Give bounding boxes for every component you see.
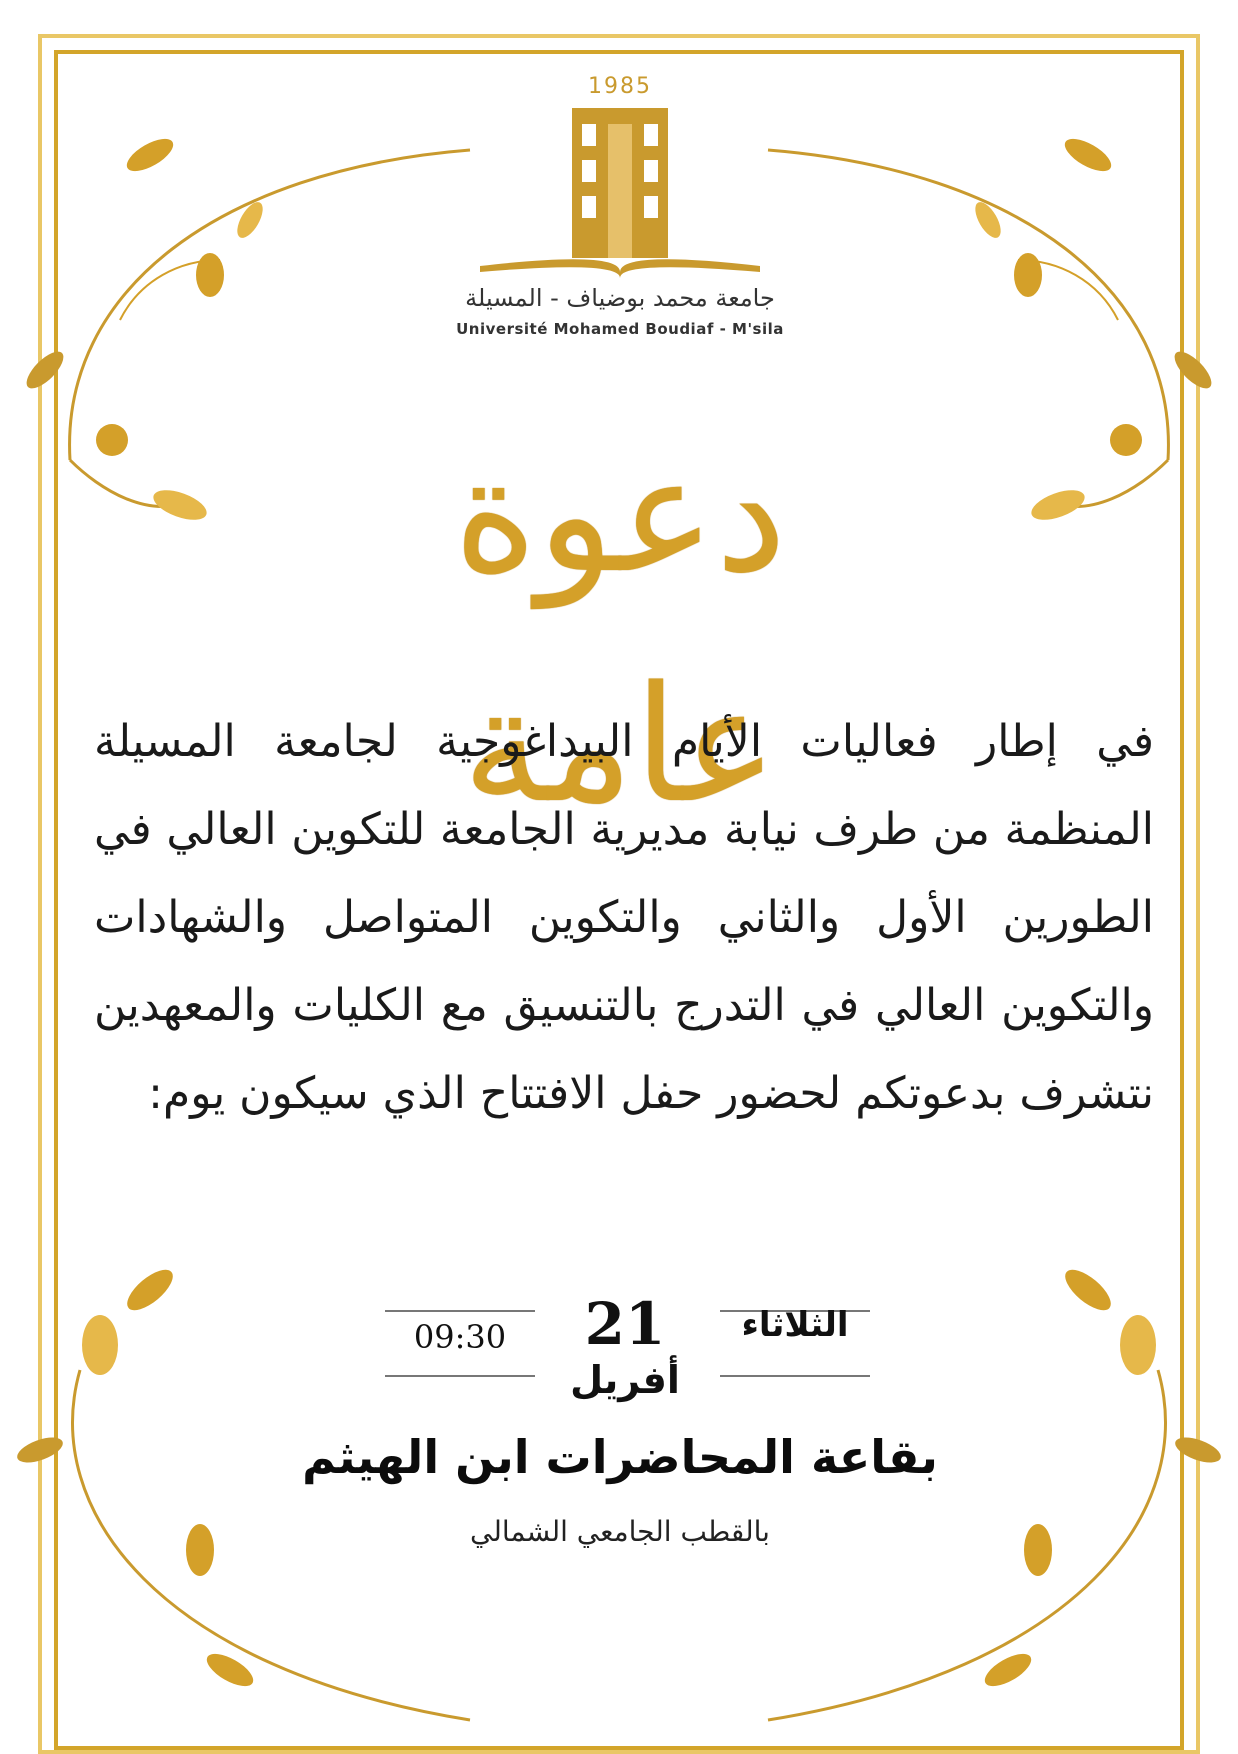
event-time: 09:30 <box>413 1318 507 1356</box>
event-weekday: الثلاثاء <box>741 1305 849 1345</box>
divider-line <box>720 1375 870 1377</box>
venue-campus: بالقطب الجامعي الشمالي <box>470 1515 770 1548</box>
university-building-icon <box>460 100 780 280</box>
event-day: 21 <box>584 1290 666 1358</box>
event-month: أفريل <box>570 1358 680 1402</box>
venue-hall: بقاعة المحاضرات ابن الهيثم <box>302 1430 938 1484</box>
university-logo <box>410 74 830 344</box>
university-name-french: Université Mohamed Boudiaf - M'sila <box>456 320 784 338</box>
divider-line <box>385 1375 535 1377</box>
divider-line <box>385 1310 535 1312</box>
university-name-arabic: جامعة محمد بوضياف - المسيلة <box>465 284 775 312</box>
logo-year: 1985 <box>588 74 652 99</box>
invitation-body: في إطار فعاليات الأيام البيداغوجية لجامعة المسيلة المنظمة من طرف نيابة مديرية الجامعة للتكوين العالي في الطورين الأول والثاني والتكوين المتواصل والشهادات والتكوين العالي في التدرج بالتنسيق مع الكليات والمعهدين نتشرف بدعوتكم لحضور حفل الافتتاح الذي سيكون يوم: <box>94 716 1154 1119</box>
invitation-title: دعوة عامة <box>453 421 787 838</box>
